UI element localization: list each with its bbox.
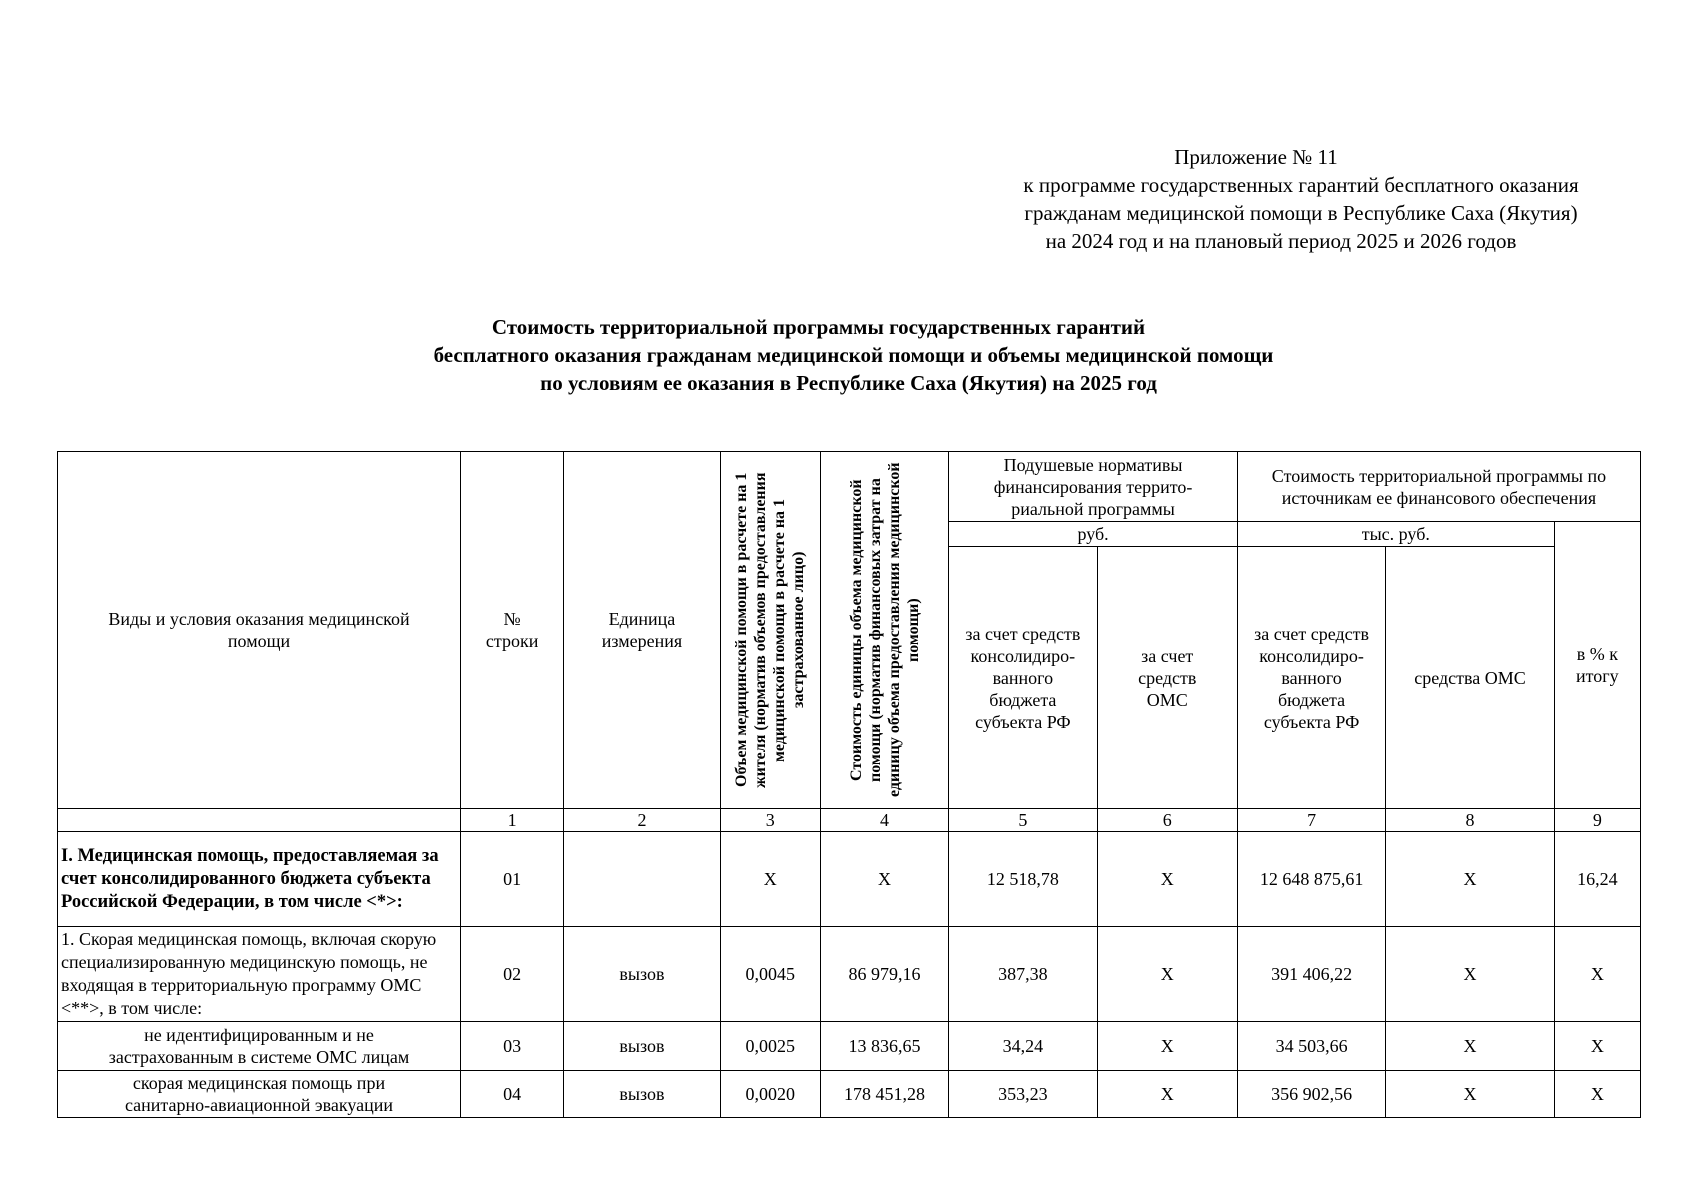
header-percent: в % к итогу bbox=[1554, 522, 1640, 809]
table-row bbox=[58, 1022, 1641, 1071]
row-line-number: 02 bbox=[461, 927, 564, 1022]
row-unit: вызов bbox=[564, 1022, 720, 1071]
header-total-oms: средства ОМС bbox=[1386, 547, 1554, 809]
row-description: скорая медицинская помощь при санитарно-авиационной эвакуации bbox=[58, 1071, 461, 1118]
row-unit-cost: 178 451,28 bbox=[820, 1071, 948, 1118]
appendix-number: Приложение № 11 bbox=[1174, 145, 1338, 169]
table-row bbox=[58, 1071, 1641, 1118]
cost-table bbox=[57, 451, 1641, 1118]
table-row bbox=[58, 832, 1641, 927]
header-volume bbox=[720, 452, 820, 809]
header-unit: Единица измерения bbox=[564, 452, 720, 809]
row-unit-cost: 13 836,65 bbox=[820, 1022, 948, 1071]
row-unit bbox=[564, 832, 720, 927]
row-percent: Х bbox=[1554, 1071, 1640, 1118]
header-unit-cost-text: Стоимость единицы объема медицинской помощи (норматив финансовых затрат на единицу объема предоставления медицинской помощи) bbox=[847, 462, 922, 798]
row-volume: 0,0045 bbox=[720, 927, 820, 1022]
column-number: 5 bbox=[949, 809, 1097, 832]
header-unit-cost bbox=[820, 452, 948, 809]
column-number bbox=[58, 809, 461, 832]
row-percent: 16,24 bbox=[1554, 832, 1640, 927]
title-line-2: бесплатного оказания гражданам медицинской помощи и объемы медицинской помощи bbox=[433, 343, 1274, 367]
column-number: 8 bbox=[1386, 809, 1554, 832]
header-volume-text: Объем медицинской помощи в расчете на 1 жителя (норматив объемов предоставления медицинской помощи в расчете на 1 застрахованное лицо) bbox=[733, 472, 808, 788]
column-number: 3 bbox=[720, 809, 820, 832]
row-description: не идентифицированным и не застрахованным в системе ОМС лицам bbox=[58, 1022, 461, 1071]
row-total-budget: 356 902,56 bbox=[1237, 1071, 1385, 1118]
title-line-3: по условиям ее оказания в Республике Саха (Якутия) на 2025 год bbox=[540, 371, 1157, 395]
header-total-budget: за счет средств консолидиро-ванного бюджета субъекта РФ bbox=[1237, 547, 1385, 809]
row-total-budget: 391 406,22 bbox=[1237, 927, 1385, 1022]
row-total-budget: 34 503,66 bbox=[1237, 1022, 1385, 1071]
row-unit-cost: 86 979,16 bbox=[820, 927, 948, 1022]
row-line-number: 01 bbox=[461, 832, 564, 927]
appendix-line-2: к программе государственных гарантий бесплатного оказания bbox=[1023, 173, 1579, 197]
column-number: 9 bbox=[1554, 809, 1640, 832]
table-row bbox=[58, 927, 1641, 1022]
row-per-capita-oms: Х bbox=[1097, 1022, 1237, 1071]
row-volume: 0,0020 bbox=[720, 1071, 820, 1118]
row-per-capita-budget: 12 518,78 bbox=[949, 832, 1097, 927]
header-rub: руб. bbox=[949, 522, 1238, 547]
row-percent: Х bbox=[1554, 1022, 1640, 1071]
row-per-capita-budget: 34,24 bbox=[949, 1022, 1097, 1071]
column-number: 4 bbox=[820, 809, 948, 832]
column-number: 6 bbox=[1097, 809, 1237, 832]
row-per-capita-budget: 387,38 bbox=[949, 927, 1097, 1022]
header-line-number: № строки bbox=[461, 452, 564, 809]
row-description: I. Медицинская помощь, предоставляемая за счет консолидированного бюджета субъекта Российской Федерации, в том числе <*>: bbox=[58, 832, 461, 927]
row-unit-cost: Х bbox=[820, 832, 948, 927]
appendix-header bbox=[961, 143, 1641, 255]
row-line-number: 04 bbox=[461, 1071, 564, 1118]
row-line-number: 03 bbox=[461, 1022, 564, 1071]
row-per-capita-oms: Х bbox=[1097, 832, 1237, 927]
row-total-oms: Х bbox=[1386, 927, 1554, 1022]
row-per-capita-oms: Х bbox=[1097, 1071, 1237, 1118]
row-total-budget: 12 648 875,61 bbox=[1237, 832, 1385, 927]
row-unit: вызов bbox=[564, 1071, 720, 1118]
row-percent: Х bbox=[1554, 927, 1640, 1022]
appendix-line-4: на 2024 год и на плановый период 2025 и 2026 годов bbox=[1045, 229, 1517, 253]
row-volume: Х bbox=[720, 832, 820, 927]
column-number: 7 bbox=[1237, 809, 1385, 832]
appendix-line-3: гражданам медицинской помощи в Республике Саха (Якутия) bbox=[1024, 201, 1578, 225]
row-total-oms: Х bbox=[1386, 1022, 1554, 1071]
document-title bbox=[0, 313, 1697, 397]
column-number-row bbox=[58, 809, 1641, 832]
column-number: 2 bbox=[564, 809, 720, 832]
row-description: 1. Скорая медицинская помощь, включая скорую специализированную медицинскую помощь, не входящая в территориальную программу ОМС <**>, в том числе: bbox=[58, 927, 461, 1022]
row-unit: вызов bbox=[564, 927, 720, 1022]
row-total-oms: Х bbox=[1386, 1071, 1554, 1118]
header-per-capita-oms: за счет средств ОМС bbox=[1097, 547, 1237, 809]
row-volume: 0,0025 bbox=[720, 1022, 820, 1071]
row-per-capita-budget: 353,23 bbox=[949, 1071, 1097, 1118]
row-per-capita-oms: Х bbox=[1097, 927, 1237, 1022]
header-kinds: Виды и условия оказания медицинской помощи bbox=[58, 452, 461, 809]
row-total-oms: Х bbox=[1386, 832, 1554, 927]
header-per-capita-budget: за счет средств консолидиро-ванного бюджета субъекта РФ bbox=[949, 547, 1097, 809]
title-line-1: Стоимость территориальной программы государственных гарантий bbox=[491, 315, 1146, 339]
header-thousand-rub: тыс. руб. bbox=[1237, 522, 1554, 547]
header-program-cost-group: Стоимость территориальной программы по источникам ее финансового обеспечения bbox=[1237, 452, 1640, 522]
column-number: 1 bbox=[461, 809, 564, 832]
header-per-capita-group: Подушевые нормативы финансирования террито-риальной программы bbox=[949, 452, 1238, 522]
